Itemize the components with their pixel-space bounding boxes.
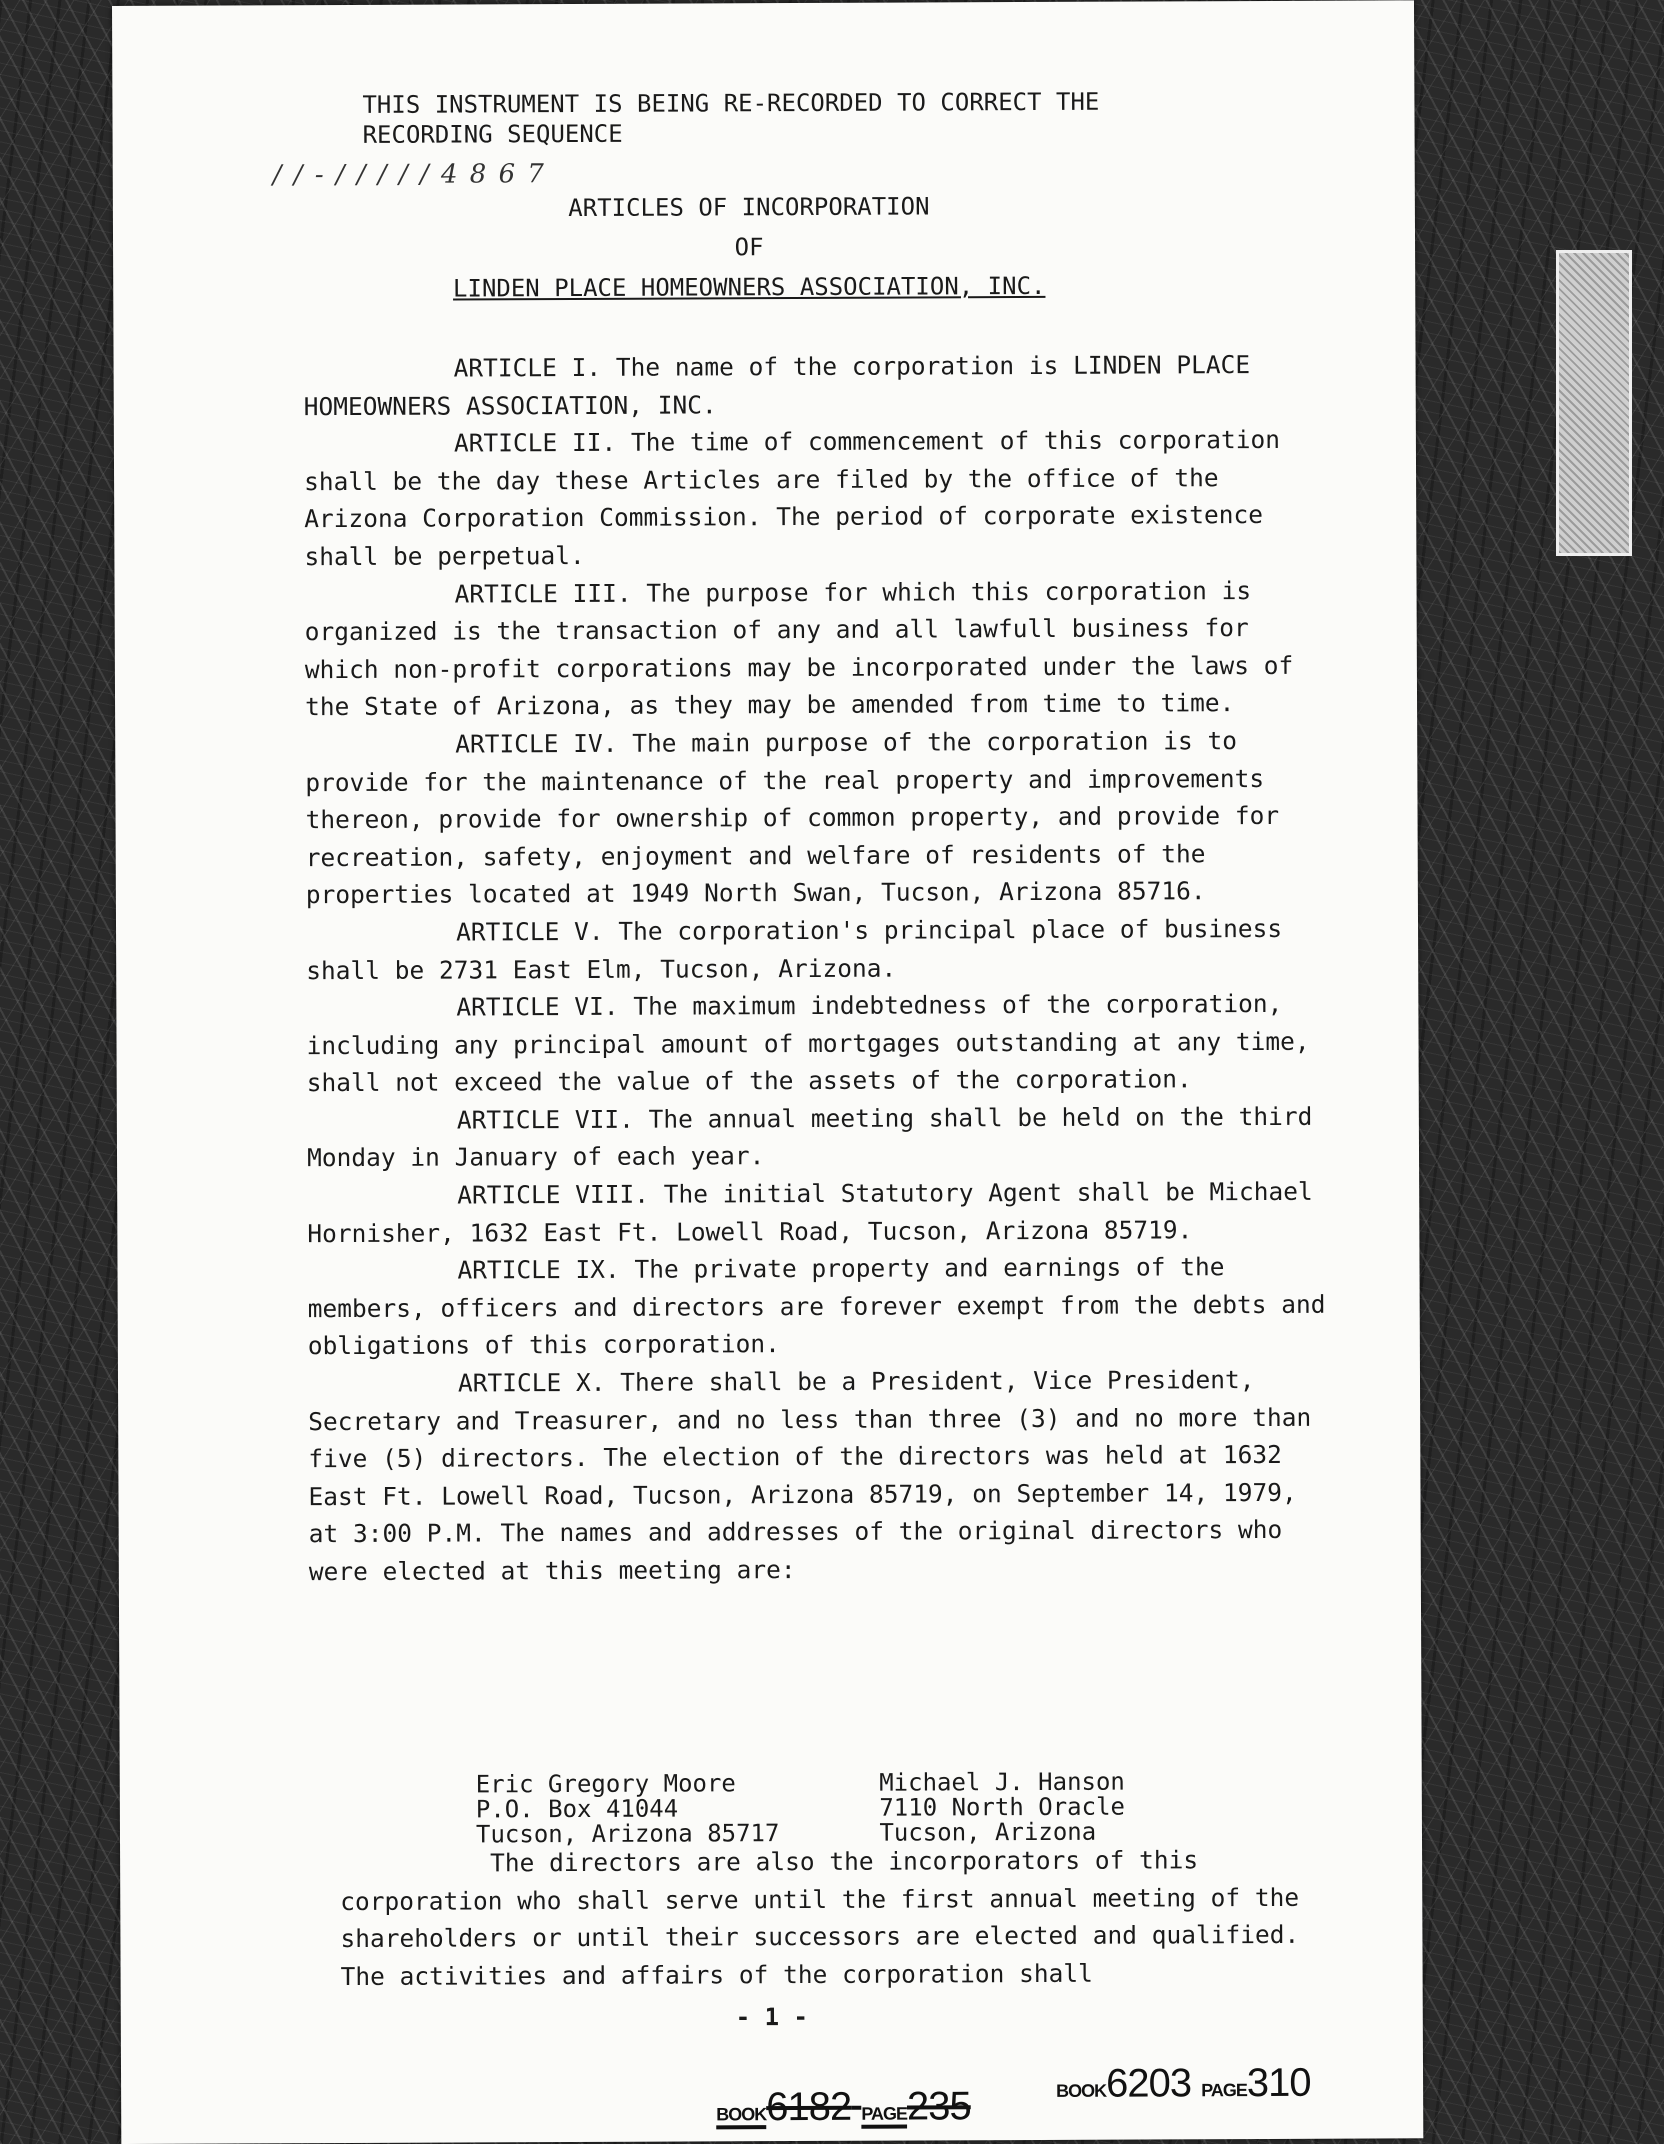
corporation-name-heading: LINDEN PLACE HOMEOWNERS ASSOCIATION, INC. <box>452 271 1046 303</box>
article-10: ARTICLE X. There shall be a President, Vice President, Secretary and Treasurer, and no less than three (3) and no more than five (5) directors. The election of the directors was held at 1632 East Ft. Lowell Road, Tucson, Arizona 85719, on September 14, 1979, at 3:00 P.M. The names and addresses of the original directors who were elected at this meeting are: <box>308 1365 1312 1587</box>
title-line-3 <box>98 270 1400 304</box>
new-book-label: BOOK <box>1056 2080 1107 2101</box>
article-4: ARTICLE IV. The main purpose of the corporation is to provide for the maintenance of the real property and improvements thereon, provide for ownership of common property, and provide for recreation, safety, enjoyment and welfare of residents of the properties located at 1949 North Swan, Tucson, Arizona 85716. <box>305 726 1280 910</box>
director-name: Michael J. Hanson <box>879 1767 1125 1797</box>
old-book-page-stamp <box>716 2084 971 2130</box>
rerecording-notice <box>362 87 1099 150</box>
article-7: ARTICLE VII. The annual meeting shall be held on the third Monday in January of each year. <box>306 1101 1313 1173</box>
notice-line-1: THIS INSTRUMENT IS BEING RE-RECORDED TO CORRECT THE <box>362 87 1100 119</box>
article-8: ARTICLE VIII. The initial Statutory Agent shall be Michael Hornisher, 1632 East Ft. Lowell Road, Tucson, Arizona 85719. <box>307 1176 1313 1248</box>
article-5: ARTICLE V. The corporation's principal place of business shall be 2731 East Elm, Tucson, Arizona. <box>306 913 1283 985</box>
director-address-2 <box>879 1767 1126 1847</box>
title-line-2: OF <box>734 233 764 262</box>
new-book-page-stamp <box>1056 2061 1311 2107</box>
old-page-label: PAGE <box>861 2103 908 2124</box>
document-page <box>112 0 1423 2144</box>
director-address-1 <box>476 1771 780 1847</box>
closing-body <box>340 1841 1351 1996</box>
notice-line-2: RECORDING SEQUENCE <box>362 119 623 149</box>
director-city-line: Tucson, Arizona <box>879 1817 1097 1847</box>
director-address-line: P.O. Box 41044 <box>475 1794 679 1824</box>
article-1: ARTICLE I. The name of the corporation is LINDEN PLACE HOMEOWNERS ASSOCIATION, INC. <box>303 350 1251 421</box>
new-page-label: PAGE <box>1201 2080 1247 2101</box>
closing-paragraph: The directors are also the incorporators of this corporation who shall serve until the first annual meeting of the shareholders or until their successors are elected and qualified. The activities and affairs of the corporation shall <box>340 1845 1300 1991</box>
paper-clip-stub <box>1556 250 1632 556</box>
article-3: ARTICLE III. The purpose for which this corporation is organized is the transaction of any and all lawfull business for which non-profit corporations may be incorporated under the laws of the State of Arizona, as they may be amended from time to time. <box>304 575 1294 722</box>
article-9: ARTICLE IX. The private property and earnings of the members, officers and directors are forever exempt from the debts and obligations of this corporation. <box>307 1252 1326 1361</box>
article-2: ARTICLE II. The time of commencement of this corporation shall be the day these Articles are filed by the office of the Arizona Corporation Commission. The period of corporate existence shall be perpetual. <box>304 425 1280 572</box>
title-line-1: ARTICLES OF INCORPORATION <box>568 192 930 223</box>
directors-addresses <box>476 1769 1236 1847</box>
old-page-number: 235 <box>906 2084 971 2129</box>
page-number: - 1 - <box>735 2002 808 2032</box>
handwritten-note: / / - / / / / / 4 8 6 7 <box>272 159 546 191</box>
director-name: Eric Gregory Moore <box>475 1769 736 1799</box>
old-book-label: BOOK <box>716 2104 767 2125</box>
article-6: ARTICLE VI. The maximum indebtedness of the corporation, including any principal amount of mortgages outstanding at any time, shall not exceed the value of the assets of the corporation. <box>306 988 1310 1098</box>
articles-body <box>304 346 1339 1591</box>
director-city-line: Tucson, Arizona 85717 <box>475 1819 780 1849</box>
new-page-number: 310 <box>1246 2060 1311 2106</box>
new-book-number: 6203 <box>1105 2061 1192 2106</box>
director-address-line: 7110 North Oracle <box>879 1792 1126 1822</box>
old-book-number: 6182 <box>766 2084 852 2130</box>
